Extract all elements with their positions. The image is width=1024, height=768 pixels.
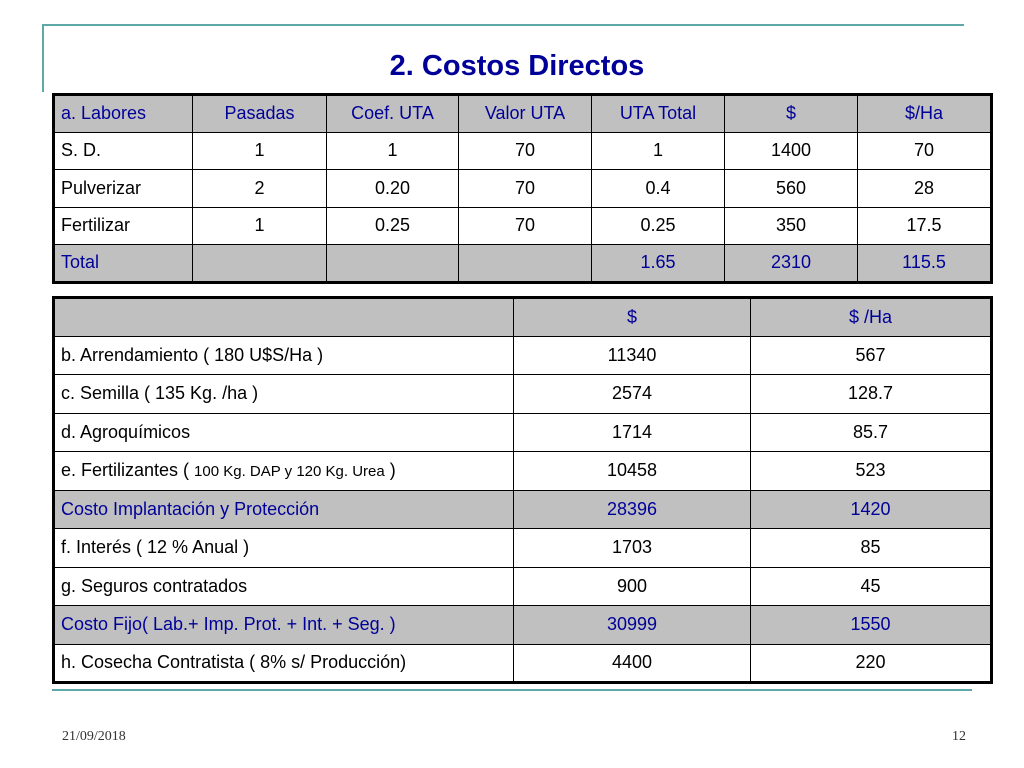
- subtotal-row: [54, 606, 992, 645]
- table-row: [54, 132, 992, 170]
- row-label: d. Agroquímicos: [54, 413, 514, 452]
- table-cell: 1: [592, 132, 725, 170]
- row-label: Pulverizar: [54, 170, 193, 208]
- row-label-end: ): [384, 460, 396, 481]
- row-label: h. Cosecha Contratista ( 8% s/ Producción): [54, 644, 514, 683]
- table-row: [54, 529, 992, 568]
- labores-header-row: [54, 95, 992, 133]
- table-cell: 28396: [514, 490, 751, 529]
- table-row: [54, 644, 992, 683]
- row-label: g. Seguros contratados: [54, 567, 514, 606]
- total-label: Total: [54, 245, 193, 283]
- table-cell: 45: [751, 567, 992, 606]
- table-cell: [327, 245, 459, 283]
- table-cell: [193, 245, 327, 283]
- header-dollars-per-ha: $/Ha: [858, 95, 992, 133]
- table-cell: 85.7: [751, 413, 992, 452]
- total-uta: 1.65: [592, 245, 725, 283]
- table-row: [54, 375, 992, 414]
- header-dollars: $: [514, 298, 751, 337]
- table-cell: 350: [725, 207, 858, 245]
- table-cell: 0.20: [327, 170, 459, 208]
- table-row: [54, 452, 992, 491]
- table-cell: 1: [193, 132, 327, 170]
- labores-table: [52, 93, 993, 284]
- costs-header-row: [54, 298, 992, 337]
- table-row: [54, 567, 992, 606]
- header-dollars-per-ha: $ /Ha: [751, 298, 992, 337]
- row-label: S. D.: [54, 132, 193, 170]
- header-pasadas: Pasadas: [193, 95, 327, 133]
- table-cell: 1703: [514, 529, 751, 568]
- row-label: f. Interés ( 12 % Anual ): [54, 529, 514, 568]
- table-cell: 567: [751, 336, 992, 375]
- header-uta-total: UTA Total: [592, 95, 725, 133]
- table-cell: 1: [327, 132, 459, 170]
- row-label: Fertilizar: [54, 207, 193, 245]
- footer-date: 21/09/2018: [62, 729, 126, 744]
- row-label-detail: 100 Kg. DAP y 120 Kg. Urea: [194, 463, 385, 481]
- table-cell: 128.7: [751, 375, 992, 414]
- table-cell: 10458: [514, 452, 751, 491]
- table-cell: 220: [751, 644, 992, 683]
- table-cell: 900: [514, 567, 751, 606]
- table-cell: 0.25: [327, 207, 459, 245]
- table-cell: 1420: [751, 490, 992, 529]
- table-row: [54, 336, 992, 375]
- row-label-main: e. Fertilizantes (: [61, 460, 195, 481]
- table-cell: 1550: [751, 606, 992, 645]
- table-cell: 523: [751, 452, 992, 491]
- page-title: 2. Costos Directos: [389, 50, 645, 82]
- table-cell: 70: [858, 132, 992, 170]
- total-dollars: 2310: [725, 245, 858, 283]
- table-cell: 1: [193, 207, 327, 245]
- table-cell: 0.4: [592, 170, 725, 208]
- table-cell: 1714: [514, 413, 751, 452]
- header-labores: a. Labores: [54, 95, 193, 133]
- table-row: [54, 413, 992, 452]
- labores-total-row: [54, 245, 992, 283]
- row-label: c. Semilla ( 135 Kg. /ha ): [54, 375, 514, 414]
- table-cell: 2: [193, 170, 327, 208]
- total-dollars-per-ha: 115.5: [858, 245, 992, 283]
- decorative-top-line: [42, 24, 964, 26]
- row-label: b. Arrendamiento ( 180 U$S/Ha ): [54, 336, 514, 375]
- table-cell: 17.5: [858, 207, 992, 245]
- table-cell: 1400: [725, 132, 858, 170]
- row-label: [54, 452, 514, 491]
- subtotal-row: [54, 490, 992, 529]
- table-cell: 30999: [514, 606, 751, 645]
- table-cell: 85: [751, 529, 992, 568]
- table-cell: 2574: [514, 375, 751, 414]
- table-cell: 70: [459, 132, 592, 170]
- table-cell: 70: [459, 207, 592, 245]
- table-cell: 4400: [514, 644, 751, 683]
- table-cell: 0.25: [592, 207, 725, 245]
- costs-table: [52, 296, 993, 684]
- row-label: Costo Fijo( Lab.+ Imp. Prot. + Int. + Seg. ): [54, 606, 514, 645]
- table-cell: 28: [858, 170, 992, 208]
- table-cell: 11340: [514, 336, 751, 375]
- header-blank: [54, 298, 514, 337]
- table-row: [54, 170, 992, 208]
- decorative-bottom-line: [52, 689, 972, 691]
- row-label: Costo Implantación y Protección: [54, 490, 514, 529]
- header-valor-uta: Valor UTA: [459, 95, 592, 133]
- table-cell: [459, 245, 592, 283]
- page-number: 12: [952, 729, 966, 744]
- table-cell: 560: [725, 170, 858, 208]
- header-coef-uta: Coef. UTA: [327, 95, 459, 133]
- header-dollars: $: [725, 95, 858, 133]
- table-cell: 70: [459, 170, 592, 208]
- table-row: [54, 207, 992, 245]
